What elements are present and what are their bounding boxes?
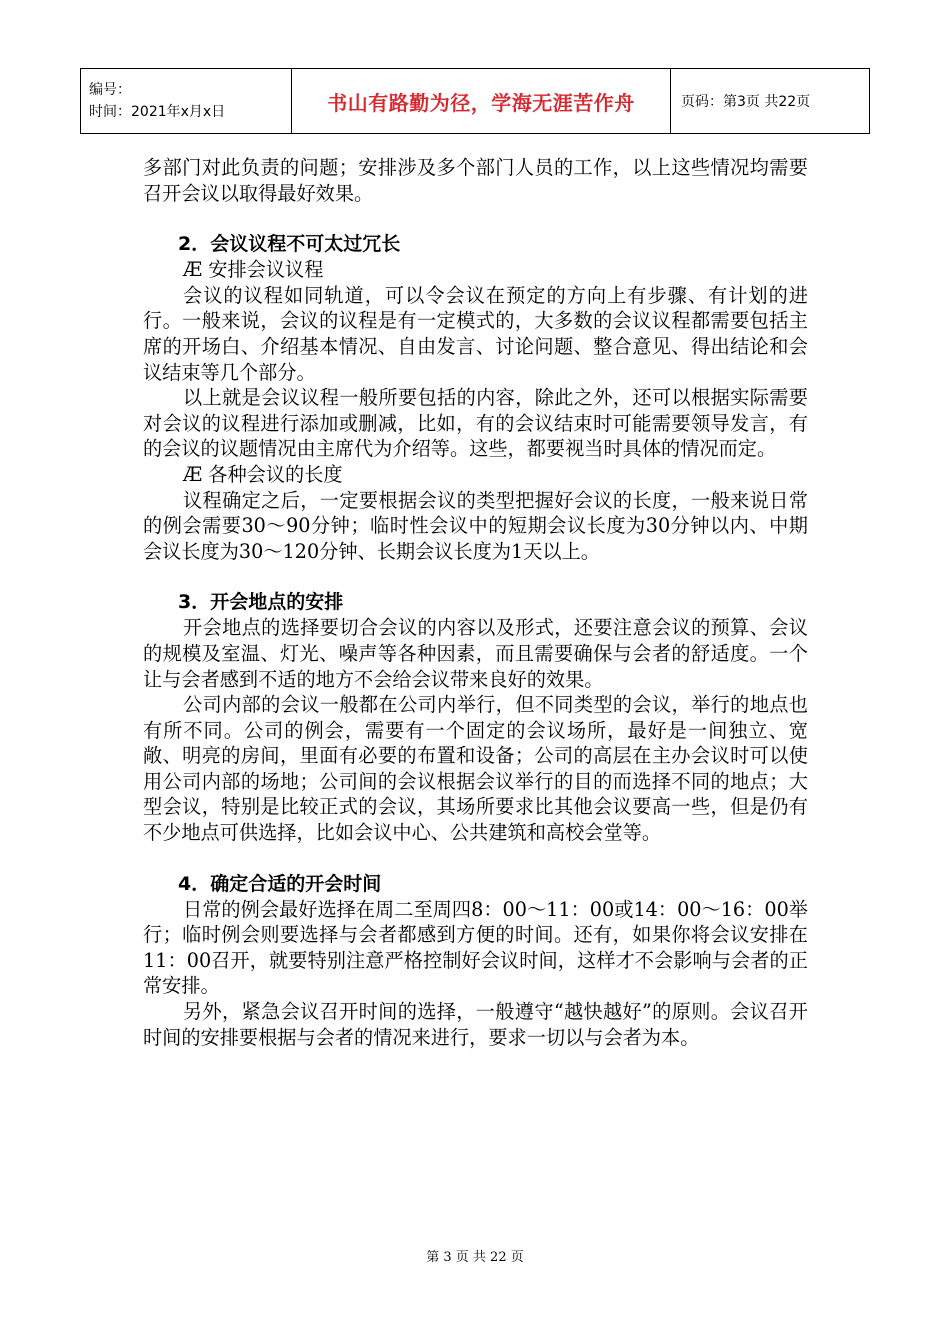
header-table [80, 68, 870, 134]
section-heading-4: 4．确定合适的开会时间 [178, 872, 382, 895]
paragraph-continued: 多部门对此负责的问题；安排涉及多个部门人员的工作，以上这些情况均需要召开会议以取得最好效果。 [143, 156, 808, 205]
header-page-label: 页码：第3页 共22页 [671, 69, 870, 134]
section-heading-2: 2．会议议程不可太过冗长 [178, 233, 401, 256]
page-footer: 第 3 页 共 22 页 [426, 1250, 524, 1265]
paragraph: 以上就是会议议程一般所要包括的内容，除此之外，还可以根据实际需要对会议的议程进行添加或删减，比如，有的会议结束时可能需要领导发言，有的会议的议题情况由主席代为介绍等。这些，都要视当时具体的情况而定。 [143, 386, 808, 461]
header-motto: 书山有路勤为径，学海无涯苦作舟 [292, 69, 671, 134]
subheading-meeting-length: Æ 各种会议的长度 [183, 462, 343, 486]
subheading-agenda: Æ 安排会议议程 [183, 258, 324, 282]
document-body [143, 155, 808, 1050]
paragraph: 另外，紧急会议召开时间的选择，一般遵守“越快越好”的原则。会议召开时间的安排要根据与会者的情况来进行，要求一切以与会者为本。 [143, 1000, 808, 1049]
paragraph: 会议的议程如同轨道，可以令会议在预定的方向上有步骤、有计划的进行。一般来说，会议的议程是有一定模式的，大多数的会议议程都需要包括主席的开场白、介绍基本情况、自由发言、讨论问题、整合意见、得出结论和会议结束等几个部分。 [143, 283, 808, 384]
header-meta-cell [81, 69, 292, 134]
paragraph: 开会地点的选择要切合会议的内容以及形式，还要注意会议的预算、会议的规模及室温、灯光、噪声等各种因素，而且需要确保与会者的舒适度。一个让与会者感到不适的地方不会给会议带来良好的效果。 [143, 616, 808, 691]
document-time-label: 时间：2021年x月x日 [89, 104, 226, 120]
section-heading-3: 3．开会地点的安排 [178, 591, 344, 614]
paragraph: 公司内部的会议一般都在公司内举行，但不同类型的会议，举行的地点也有所不同。公司的例会，需要有一个固定的会议场所，最好是一间独立、宽敞、明亮的房间，里面有必要的布置和设备；公司的高层在主办会议时可以使用公司内部的场地；公司间的会议根据会议举行的目的而选择不同的地点；大型会议，特别是比较正式的会议，其场所要求比其他会议要高一些，但是仍有不少地点可供选择，比如会议中心、公共建筑和高校会堂等。 [143, 693, 808, 845]
paragraph: 议程确定之后，一定要根据会议的类型把握好会议的长度，一般来说日常的例会需要30～90分钟；临时性会议中的短期会议长度为30分钟以内、中期会议长度为30～120分钟、长期会议长度为1天以上。 [143, 488, 808, 563]
paragraph: 日常的例会最好选择在周二至周四8：00～11：00或14：00～16：00举行；临时例会则要选择与会者都感到方便的时间。还有，如果你将会议安排在11：00召开，就要特别注意严格控制好会议时间，这样才不会影响与会者的正常安排。 [143, 897, 808, 998]
document-number-label: 编号： [89, 82, 131, 98]
